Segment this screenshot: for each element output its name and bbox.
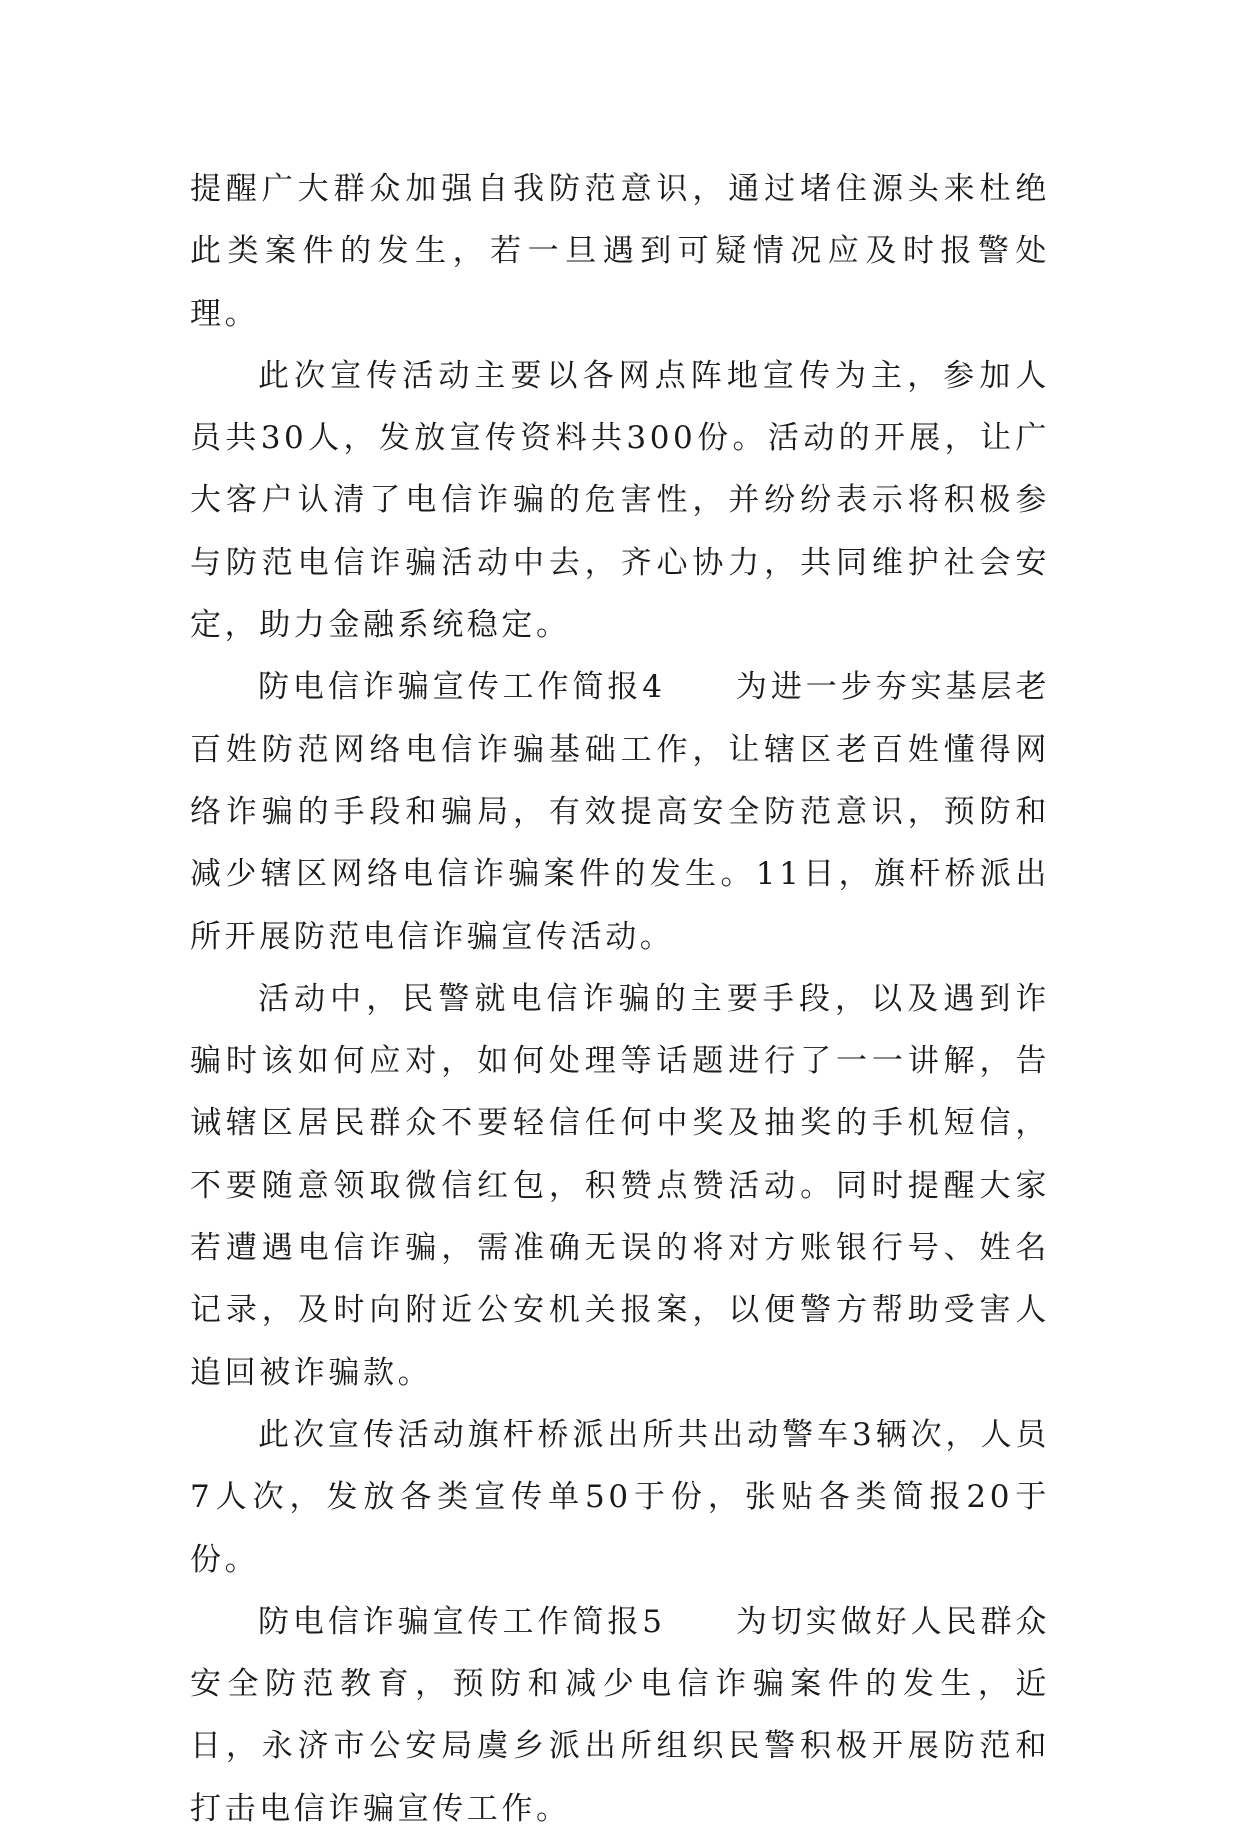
section-heading-5: 防电信诈骗宣传工作简报5 [258, 1603, 666, 1640]
paragraph-1: 提醒广大群众加强自我防范意识，通过堵住源头来杜绝此类案件的发生，若一旦遇到可疑情况应及时报警处理。 [190, 171, 1050, 332]
document-body [190, 158, 1050, 1840]
paragraph-3-text: 为进一步夯实基层老百姓防范网络电信诈骗基础工作，让辖区老百姓懂得网络诈骗的手段和骗局，有效提高安全防范意识，预防和减少辖区网络电信诈骗案件的发生。11日，旗杆桥派出所开展防范电信诈骗宣传活动。 [190, 669, 1050, 955]
paragraph-6-text: 为切实做好人民群众安全防范教育，预防和减少电信诈骗案件的发生，近日，永济市公安局虞乡派出所组织民警积极开展防范和打击电信诈骗宣传工作。 [190, 1603, 1050, 1827]
paragraph-6 [190, 1591, 1050, 1840]
section-heading-4: 防电信诈骗宣传工作简报4 [258, 669, 666, 706]
paragraph-3 [190, 656, 1050, 967]
paragraph-2: 此次宣传活动主要以各网点阵地宣传为主，参加人员共30人，发放宣传资料共300份。活动的开展，让广大客户认清了电信诈骗的危害性，并纷纷表示将积极参与防范电信诈骗活动中去，齐心协力，共同维护社会安定，助力金融系统稳定。 [190, 357, 1050, 644]
paragraph-4: 活动中，民警就电信诈骗的主要手段，以及遇到诈骗时该如何应对，如何处理等话题进行了一一讲解，告诫辖区居民群众不要轻信任何中奖及抽奖的手机短信，不要随意领取微信红包，积赞点赞活动。同时提醒大家若遭遇电信诈骗，需准确无误的将对方账银行号、姓名记录，及时向附近公安机关报案，以便警方帮助受害人追回被诈骗款。 [190, 980, 1050, 1391]
paragraph-5: 此次宣传活动旗杆桥派出所共出动警车3辆次，人员7人次，发放各类宣传单50于份，张贴各类简报20于份。 [190, 1416, 1050, 1578]
